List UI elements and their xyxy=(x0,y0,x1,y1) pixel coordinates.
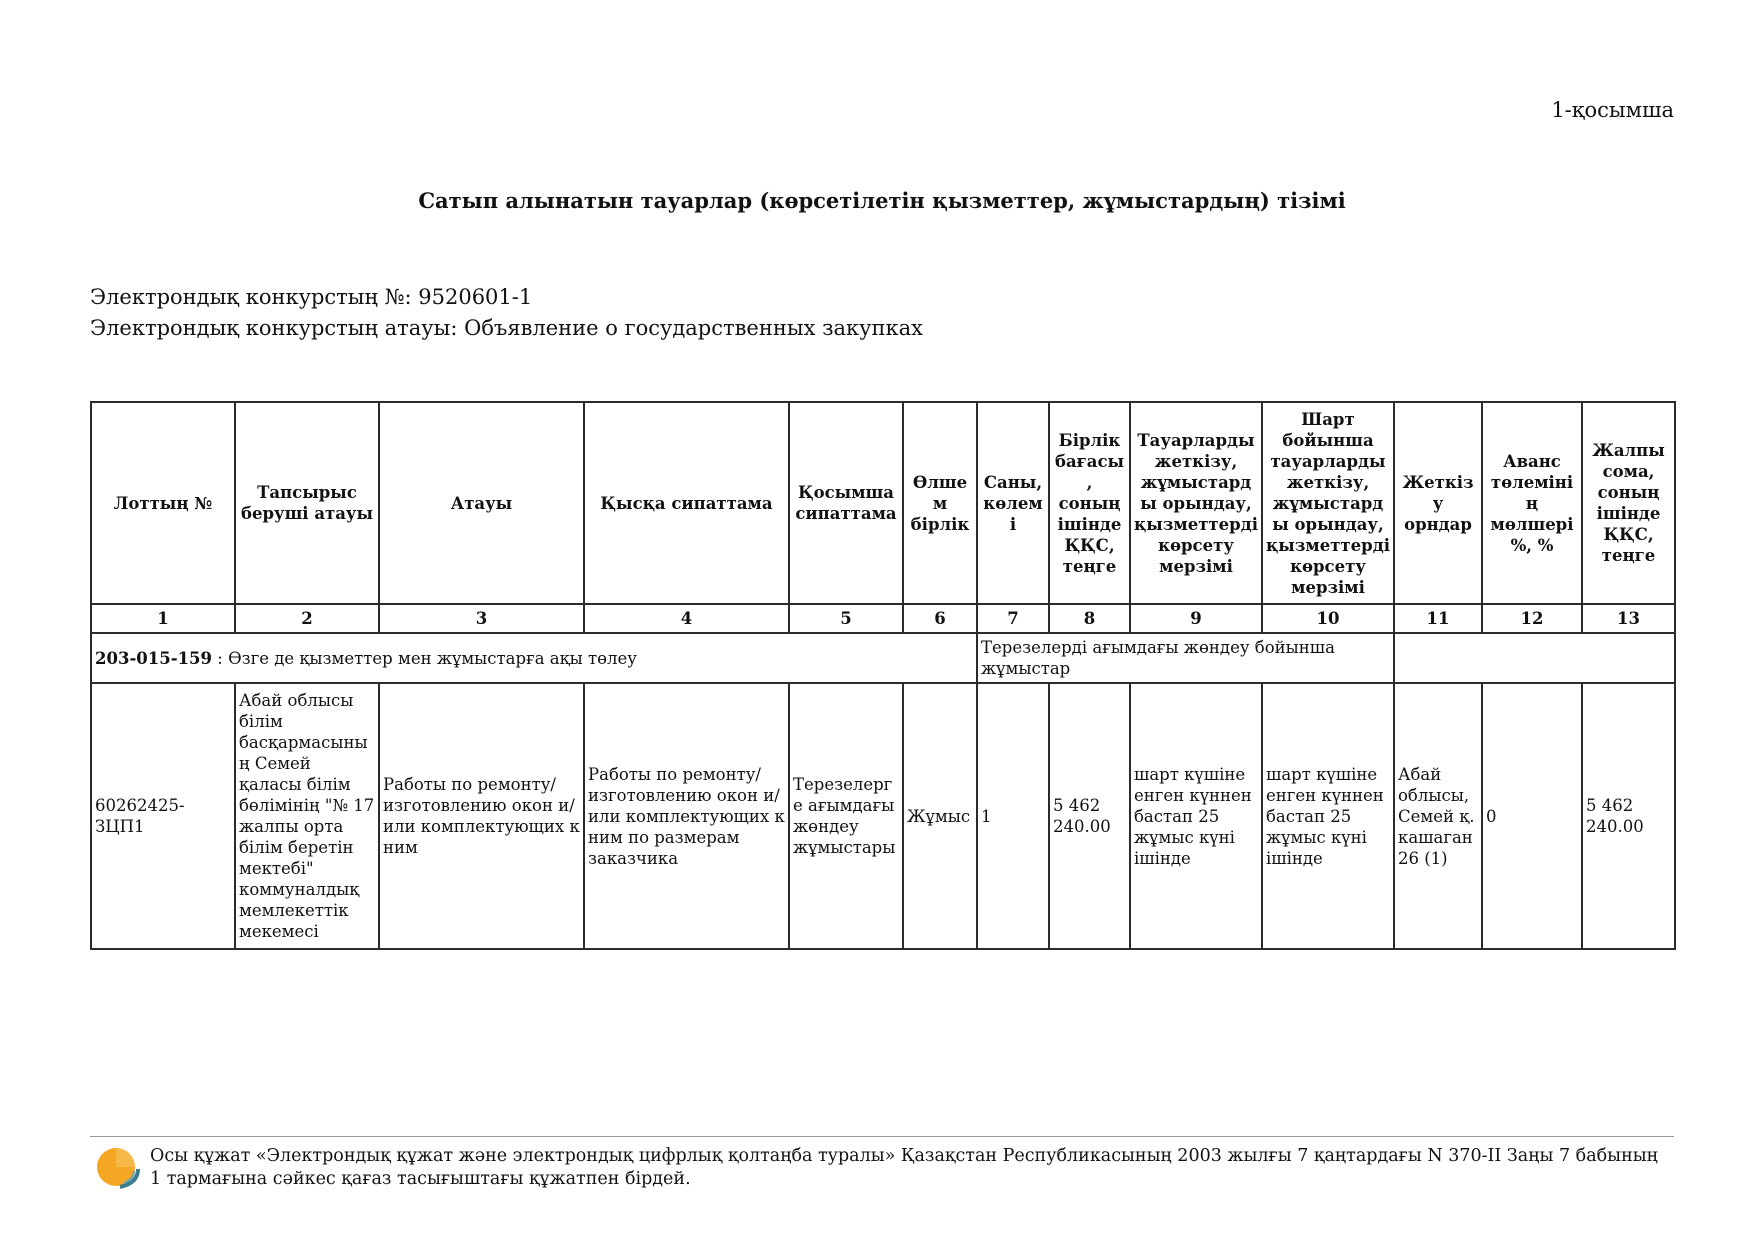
lot-number: 60262425-ЗЦП1 xyxy=(91,683,235,949)
column-number: 5 xyxy=(789,604,903,633)
header-cell: Шарт бойынша тауарларды жеткізу, жұмыстарды орындау, қызметтерді көрсету мерзімі xyxy=(1262,402,1394,604)
unit-price: 5 462 240.00 xyxy=(1049,683,1130,949)
column-number: 13 xyxy=(1582,604,1675,633)
column-number: 12 xyxy=(1482,604,1582,633)
contest-name: Электрондық конкурстың атауы: Объявление о государственных закупках xyxy=(90,316,924,340)
quantity: 1 xyxy=(977,683,1049,949)
section-code: 203-015-159 xyxy=(95,648,213,668)
header-cell: Қысқа сипаттама xyxy=(584,402,789,604)
header-cell: Жалпы сома, соның ішінде ҚҚС, теңге xyxy=(1582,402,1675,604)
header-cell: Атауы xyxy=(379,402,584,604)
delivery-term: шарт күшіне енген күннен бастап 25 жұмыс күні ішінде xyxy=(1130,683,1262,949)
header-cell: Тауарларды жеткізу, жұмыстарды орындау, қызметтерді көрсету мерзімі xyxy=(1130,402,1262,604)
header-cell: Қосымша сипаттама xyxy=(789,402,903,604)
header-row xyxy=(91,402,1675,604)
additional-description: Терезелерге ағымдағы жөндеу жұмыстары xyxy=(789,683,903,949)
sun-logo-icon xyxy=(94,1143,140,1189)
section-code-description: : Өзге де қызметтер мен жұмыстарға ақы төлеу xyxy=(212,648,638,668)
header-cell: Саны, көлемі xyxy=(977,402,1049,604)
header-cell: Аванс төлемінің мөлшері %, % xyxy=(1482,402,1582,604)
procurement-table xyxy=(90,401,1676,950)
unit: Жұмыс xyxy=(903,683,977,949)
column-number: 10 xyxy=(1262,604,1394,633)
contest-info xyxy=(90,282,923,344)
column-number-row xyxy=(91,604,1675,633)
header-cell: Жеткізу орндар xyxy=(1394,402,1482,604)
page-title: Сатып алынатын тауарлар (көрсетілетін қызметтер, жұмыстардың) тізімі xyxy=(418,188,1346,213)
header-cell: Бірлік бағасы, соның ішінде ҚҚС, теңге xyxy=(1049,402,1130,604)
column-number: 8 xyxy=(1049,604,1130,633)
section-code-cell xyxy=(91,633,977,683)
contest-number: Электрондық конкурстың №: 9520601-1 xyxy=(90,285,533,309)
section-row xyxy=(91,633,1675,683)
total-amount: 5 462 240.00 xyxy=(1582,683,1675,949)
contract-term: шарт күшіне енген күннен бастап 25 жұмыс күні ішінде xyxy=(1262,683,1394,949)
column-number: 6 xyxy=(903,604,977,633)
section-empty-cell xyxy=(1394,633,1675,683)
delivery-place: Абай облысы, Семей қ. кашаган 26 (1) xyxy=(1394,683,1482,949)
column-number: 9 xyxy=(1130,604,1262,633)
section-subject: Терезелерді ағымдағы жөндеу бойынша жұмыстар xyxy=(977,633,1394,683)
short-description: Работы по ремонту/изготовлению окон и/или комплектующих к ним по размерам заказчика xyxy=(584,683,789,949)
column-number: 3 xyxy=(379,604,584,633)
header-cell: Лоттың № xyxy=(91,402,235,604)
footer xyxy=(90,1136,1674,1189)
item-name: Работы по ремонту/изготовлению окон и/или комплектующих к ним xyxy=(379,683,584,949)
header-cell: Тапсырыс беруші атауы xyxy=(235,402,379,604)
advance-percent: 0 xyxy=(1482,683,1582,949)
column-number: 1 xyxy=(91,604,235,633)
customer-name: Абай облысы білім басқармасының Семей қаласы білім бөлімінің "№ 17 жалпы орта білім беретін мектебі" коммуналдық мемлекеттік мекемесі xyxy=(235,683,379,949)
column-number: 11 xyxy=(1394,604,1482,633)
footer-text: Осы құжат «Электрондық құжат және электрондық цифрлық қолтаңба туралы» Қазақстан Республикасының 2003 жылғы 7 қаңтардағы N 370-II Заңы 7 бабының 1 тармағына сәйкес қағаз тасығыштағы құжатпен бірдей. xyxy=(150,1146,1658,1189)
header-cell: Өлшем бірлік xyxy=(903,402,977,604)
column-number: 2 xyxy=(235,604,379,633)
table-row xyxy=(91,683,1675,949)
column-number: 7 xyxy=(977,604,1049,633)
appendix-label: 1-қосымша xyxy=(1551,98,1674,122)
column-number: 4 xyxy=(584,604,789,633)
